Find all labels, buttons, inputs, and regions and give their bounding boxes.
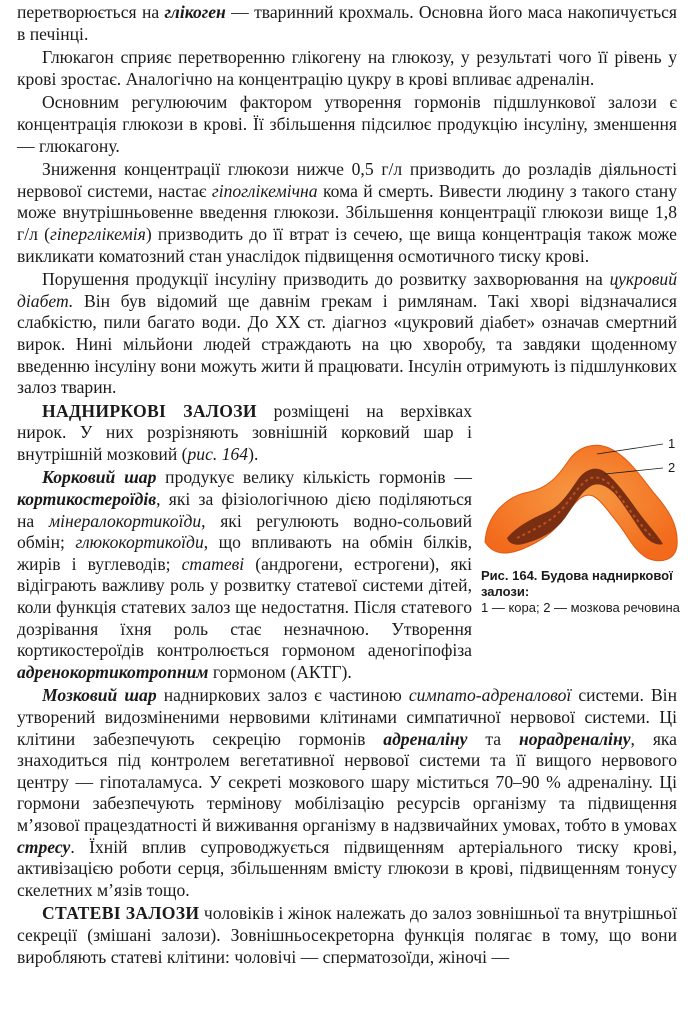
adrenal-gland-illustration — [477, 434, 687, 568]
term-sex-hormones: статеві — [181, 553, 245, 574]
term-glycogen: глікоген — [164, 2, 226, 22]
term-noradrenaline: норадреналіну — [518, 728, 631, 749]
term-corticosteroids: кортикостероїдів — [17, 489, 157, 510]
paragraph-glycogen: перетворюється на глікоген — тваринний крохмаль. Основна його маса накопичується в печінці. — [17, 2, 677, 44]
term-glucocorticoids: глюкокортикоїди — [75, 532, 204, 553]
paragraph-cortex: Корковий шар продукує велику кількість гормонів — кортикостероїдів, які за фізіологічною дією поділяються на мінералокортикоїди, які регулюють водно-сольовий обмін; глюкокортикоїди, що впливають на обмін білків, жирів і вуглеводів; статеві (андрогени, естрогени), які відіграють важливу роль у розвитку статевої системи дітей, коли функція статевих залоз ще недостатня. Після статевого дозрівання їхня роль стає незначною. Утворення кортикостероїдів контролюється гормоном аденогіпофіза адренокортикотропним гормоном (АКТГ). — [17, 467, 472, 682]
figure-label-2: 2 — [668, 460, 676, 475]
figure-label-1: 1 — [668, 436, 676, 451]
term-hypoglycemic: гіпоглікемічна — [211, 180, 318, 201]
paragraph-regulation: Основним регулюючим фактором утворення гормонів підшлункової залози є концентрація глюкози в крові. Її збільшення підсилює продукцію інсуліну, зменшення — глюкагону. — [17, 92, 677, 156]
heading-sex-glands: СТАТЕВІ ЗАЛОЗИ — [42, 903, 200, 924]
paragraph-diabetes: Порушення продукції інсуліну призводить до розвитку захворювання на цукровий діабет. Він був відомий ще давнім грекам і римлянам. Такі хворі відзначалися слабкістю, пили багато води. До XX ст. діагноз «цукровий діабет» означав смертний вирок. Нині мільйони людей страждають на цю хворобу, та завдяки щоденному введенню інсуліну вони можуть жити й працювати. Інсулін отримують із підшлункових залоз тварин. — [17, 269, 677, 398]
paragraph-medulla: Мозковий шар надниркових залоз є частиною симпато-адреналової системи. Він утворений видозміненими нервовими клітинами симпатичної нервової системи. Ці клітини забезпечують секрецію гормонів адреналіну та норадреналіну, яка знаходиться під контролем вегетативної нервової системи та її вищого нервового центру — гіпоталамуса. У секреті мозкового шару міститься 70–90 % адреналіну. Ці гормони забезпечують термінову мобілізацію ресурсів організму та підвищення м’язової працездатності й виживання організму в надзвичайних умовах, тобто в умовах стресу. Їхній вплив супроводжується підвищенням артеріального тиску крові, активізацією роботи серця, збільшенням вмісту глюкози в крові, підвищенням тонусу скелетних м’язів тощо. — [17, 685, 677, 900]
caption-title: Рис. 164. Будова надниркової залози: — [481, 568, 673, 599]
term-cortex: Корковий шар — [42, 467, 157, 488]
term-hyperglycemia: гіперглікемія — [50, 223, 146, 244]
term-diabetes: цукровий діабет. — [17, 269, 677, 311]
paragraph-glucose-levels: Зниження концентрації глюкози нижче 0,5 г/л призводить до розладів діяльності нервової системи, настає гіпоглікемічна кома й смерть. Вивести людину з такого стану може внутрішньовенне введення глюкози. Збільшення концентрації глюкози вище 1,8 г/л (гіперглікемія) призводить до її втрат із сечею, ще вища концентрація також може викликати коматозний стан унаслідок підвищення осмотичного тиску крові. — [17, 159, 677, 266]
term-adrenaline: адреналіну — [383, 728, 468, 749]
figure-reference: рис. 164 — [187, 443, 249, 464]
paragraph-glucagon: Глюкагон сприяє перетворенню глікогену на глюкозу, у результаті чого її рівень у крові зростає. Аналогічно на концентрацію цукру в крові впливає адреналін. — [17, 47, 677, 89]
term-acth: адренокортикотропним — [17, 661, 209, 682]
figure-caption — [481, 568, 686, 616]
term-stress: стресу — [17, 836, 71, 857]
term-medulla: Мозковий шар — [42, 685, 157, 706]
term-sympatho-adrenal: симпато-адреналової — [408, 685, 572, 706]
heading-adrenal-glands: НАДНИРКОВІ ЗАЛОЗИ — [42, 400, 257, 421]
caption-body: 1 — кора; 2 — мозкова речовина — [481, 600, 680, 615]
paragraph-adrenal-glands: НАДНИРКОВІ ЗАЛОЗИ розміщені на верхівках нирок. У них розрізняють зовнішній корковий шар і внутрішній мозковий (рис. 164). — [17, 400, 472, 464]
term-mineralocorticoids: мінералокортикоїди — [48, 510, 202, 531]
paragraph-sex-glands: СТАТЕВІ ЗАЛОЗИ чоловіків і жінок належать до залоз зовнішньої та внутрішньої секреції (змішані залози). Зовнішньосекреторна функція полягає в тому, що вони виробляють статеві клітини: чоловічі — сперматозоїди, жіночі — — [17, 903, 677, 967]
